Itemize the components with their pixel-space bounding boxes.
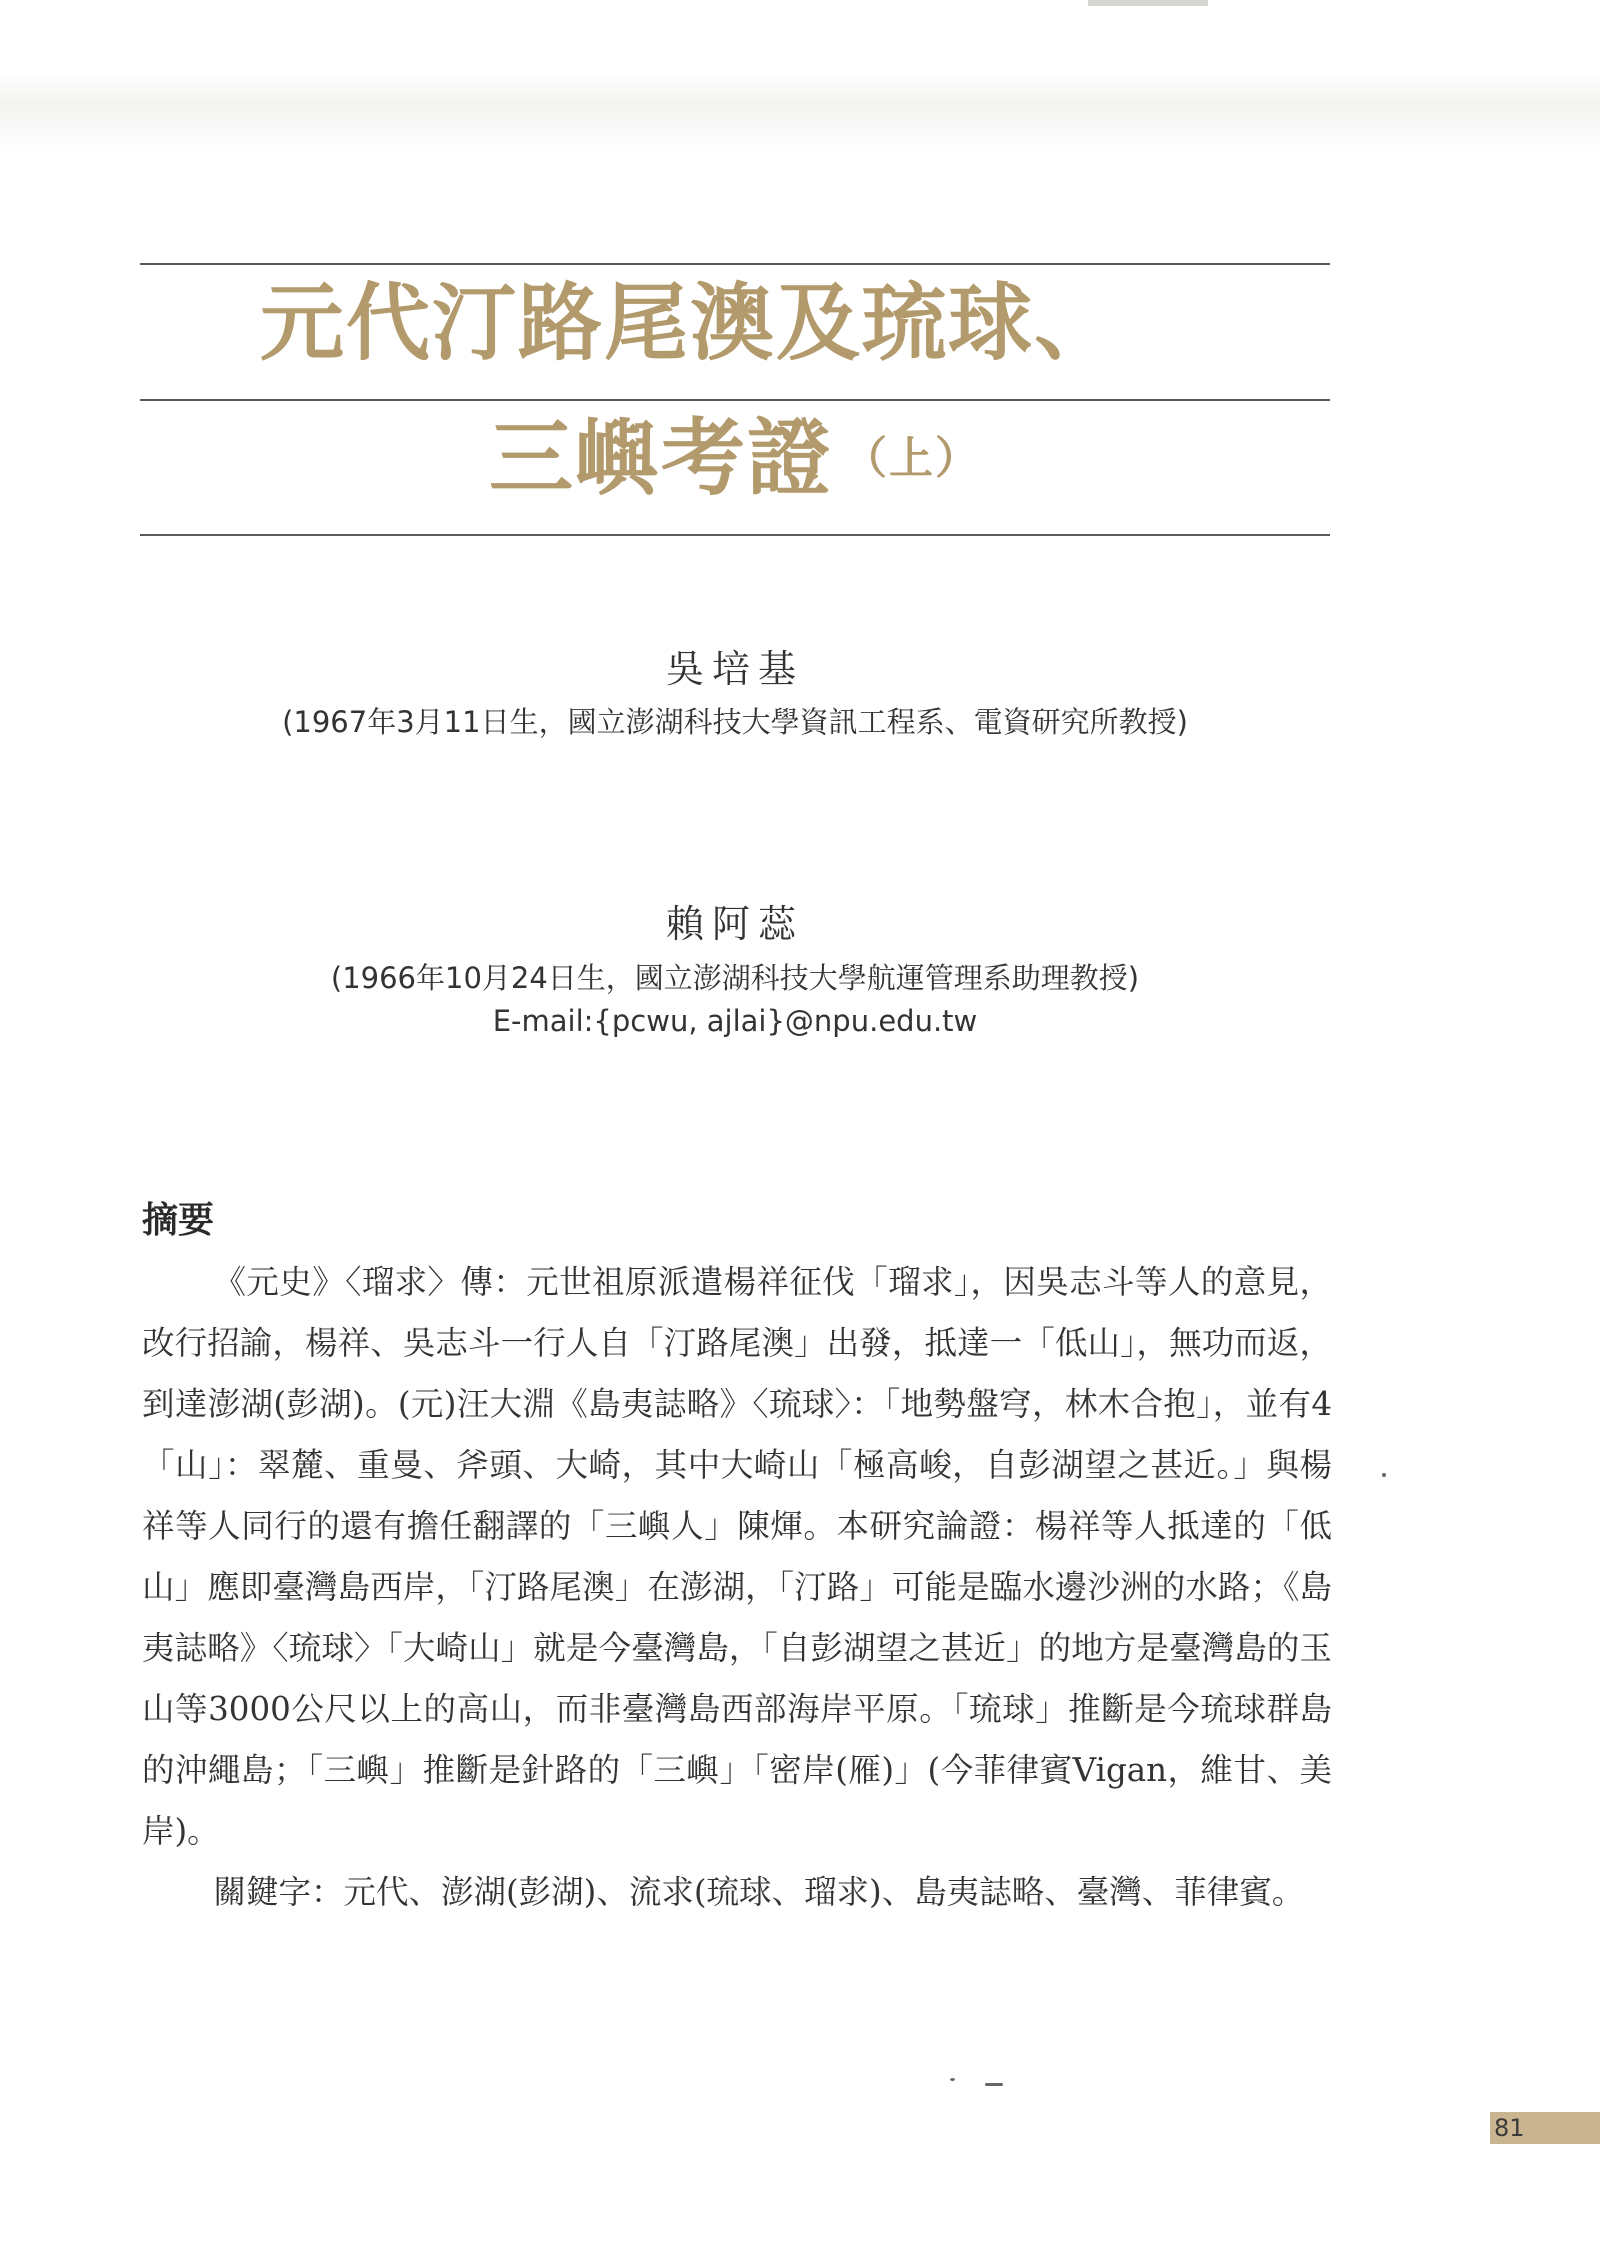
scan-top-mark	[1088, 0, 1208, 6]
author-name-1: 吳培基	[665, 647, 804, 691]
author-email: E-mail:{pcwu, ajlai}@npu.edu.tw	[492, 1004, 978, 1038]
title-line-1: 元代汀路尾澳及琉球、	[259, 273, 1120, 372]
title-rule-top	[140, 263, 1330, 265]
scan-speck	[950, 2078, 955, 2081]
author-name-2: 賴阿蕊	[665, 902, 804, 946]
scan-shadow-strip	[0, 70, 1600, 150]
scan-speck	[1382, 1473, 1386, 1477]
title-rule-bottom	[140, 534, 1330, 536]
abstract-heading: 摘要	[142, 1200, 215, 1241]
title-rule-middle	[140, 399, 1330, 401]
title-line-2	[140, 403, 1330, 520]
abstract-paragraph: 《元史》〈瑠求〉傳：元世祖原派遣楊祥征伐「瑠求」，因吳志斗等人的意見，改行招諭，楊祥、吳志斗一行人自「汀路尾澳」出發，抵達一「低山」，無功而返，到達澎湖(彭湖)。(元)汪大淵《島夷誌略》〈琉球〉：「地勢盤穹，林木合抱」，並有4「山」：翠麓、重曼、斧頭、大崎，其中大崎山「極高峻，自彭湖望之甚近。」與楊祥等人同行的還有擔任翻譯的「三嶼人」陳煇。本研究論證：楊祥等人抵達的「低山」應即臺灣島西岸，「汀路尾澳」在澎湖，「汀路」可能是臨水邊沙洲的水路；《島夷誌略》〈琉球〉「大崎山」就是今臺灣島，「自彭湖望之甚近」的地方是臺灣島的玉山等3000公尺以上的高山，而非臺灣島西部海岸平原。「琉球」推斷是今琉球群島的沖繩島；「三嶼」推斷是針路的「三嶼」「密岸(雁)」(今菲律賓Vigan，維甘、美岸)。	[142, 1263, 1332, 1850]
abstract-keywords: 關鍵字：元代、澎湖(彭湖)、流求(琉球、瑠求)、島夷誌略、臺灣、菲律賓。	[213, 1873, 1305, 1911]
title-part-label: （上）	[843, 433, 981, 484]
author-affiliation-2: (1966年10月24日生，國立澎湖科技大學航運管理系助理教授)	[330, 961, 1140, 995]
page-number: 81	[1494, 2114, 1525, 2142]
author-affiliation-1: (1967年3月11日生，國立澎湖科技大學資訊工程系、電資研究所教授)	[282, 705, 1188, 739]
scan-speck	[985, 2083, 1003, 2086]
title-line-2-text: 三嶼考證	[488, 408, 833, 507]
abstract-body	[142, 1252, 1332, 1923]
